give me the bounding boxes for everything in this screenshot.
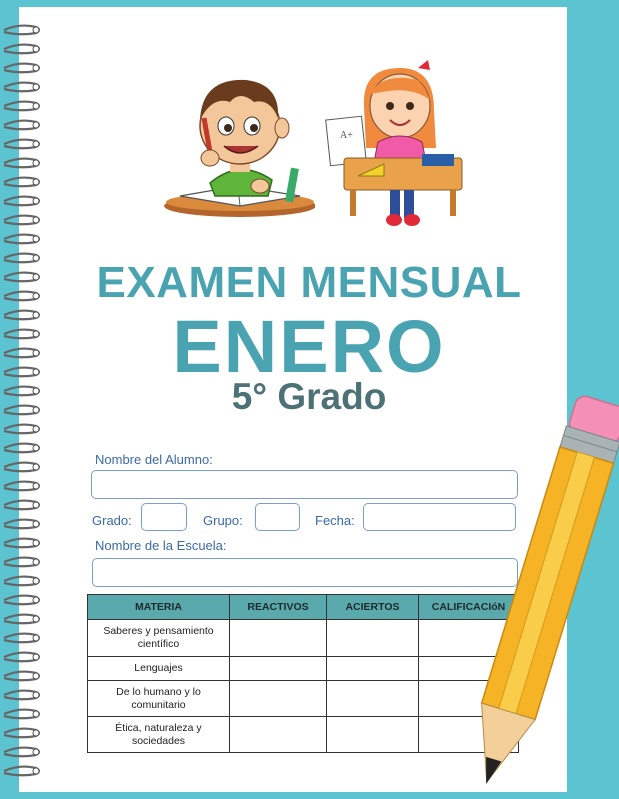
student-name-label: Nombre del Alumno: (95, 452, 213, 467)
spiral-ring-icon (4, 45, 39, 54)
spiral-ring-icon (4, 330, 39, 339)
spiral-ring-icon (4, 691, 39, 700)
spiral-ring-icon (4, 710, 39, 719)
spiral-ring-icon (4, 520, 39, 529)
grades-table (87, 594, 519, 753)
spiral-ring-icon (4, 672, 39, 681)
spiral-ring-icon (4, 482, 39, 491)
aciertos-cell[interactable] (327, 717, 419, 753)
table-row (88, 681, 519, 717)
spiral-binding-icon (0, 0, 48, 799)
spiral-ring-icon (4, 577, 39, 586)
header-aciertos: ACIERTOS (327, 595, 419, 620)
spiral-ring-icon (4, 83, 39, 92)
reactivos-cell[interactable] (230, 657, 327, 681)
spiral-ring-icon (4, 729, 39, 738)
spiral-ring-icon (4, 216, 39, 225)
spiral-ring-icon (4, 406, 39, 415)
subject-cell: Lenguajes (88, 657, 230, 681)
spiral-ring-icon (4, 159, 39, 168)
aciertos-cell[interactable] (327, 620, 419, 657)
spiral-ring-icon (4, 102, 39, 111)
girl-at-desk-icon (322, 58, 472, 230)
spiral-ring-icon (4, 273, 39, 282)
spiral-ring-icon (4, 235, 39, 244)
exam-grade: 5° Grado (231, 376, 387, 417)
spiral-ring-icon (4, 197, 39, 206)
spiral-ring-icon (4, 26, 39, 35)
group-label: Grupo: (203, 513, 243, 528)
table-header-row (88, 595, 519, 620)
spiral-ring-icon (4, 748, 39, 757)
pencil-icon (470, 395, 619, 799)
spiral-ring-icon (4, 368, 39, 377)
subject-cell: Saberes y pensamiento científico (88, 620, 230, 657)
spiral-ring-icon (4, 615, 39, 624)
aciertos-cell[interactable] (327, 681, 419, 717)
spiral-ring-icon (4, 444, 39, 453)
spiral-ring-icon (4, 425, 39, 434)
header-calificacion: CALIFICACIóN (419, 595, 519, 620)
spiral-ring-icon (4, 121, 39, 130)
spiral-ring-icon (4, 501, 39, 510)
student-name-field[interactable] (91, 470, 518, 499)
spiral-ring-icon (4, 178, 39, 187)
spiral-ring-icon (4, 64, 39, 73)
spiral-ring-icon (4, 558, 39, 567)
spiral-ring-icon (4, 292, 39, 301)
reactivos-cell[interactable] (230, 620, 327, 657)
svg-text:A+: A+ (340, 130, 353, 141)
spiral-ring-icon (4, 767, 39, 776)
header-reactivos: REACTIVOS (230, 595, 327, 620)
spiral-ring-icon (4, 634, 39, 643)
spiral-ring-icon (4, 254, 39, 263)
spiral-ring-icon (4, 596, 39, 605)
boy-writing-icon (160, 68, 315, 218)
table-row (88, 717, 519, 753)
table-row (88, 657, 519, 681)
spiral-ring-icon (4, 140, 39, 149)
subject-cell: De lo humano y lo comunitario (88, 681, 230, 717)
header-materia: MATERIA (88, 595, 230, 620)
spiral-ring-icon (4, 463, 39, 472)
date-label: Fecha: (315, 513, 355, 528)
spiral-ring-icon (4, 387, 39, 396)
reactivos-cell[interactable] (230, 681, 327, 717)
exam-title: EXAMEN MENSUAL (96, 258, 522, 307)
school-name-field[interactable] (92, 558, 518, 587)
grade-label: Grado: (92, 513, 132, 528)
exam-month: ENERO (172, 305, 446, 388)
aciertos-cell[interactable] (327, 657, 419, 681)
subject-cell: Ética, naturaleza y sociedades (88, 717, 230, 753)
reactivos-cell[interactable] (230, 717, 327, 753)
group-field[interactable] (255, 503, 300, 531)
school-name-label: Nombre de la Escuela: (95, 538, 227, 553)
table-row (88, 620, 519, 657)
grade-field[interactable] (141, 503, 187, 531)
spiral-ring-icon (4, 349, 39, 358)
spiral-ring-icon (4, 653, 39, 662)
spiral-ring-icon (4, 311, 39, 320)
spiral-ring-icon (4, 539, 39, 548)
